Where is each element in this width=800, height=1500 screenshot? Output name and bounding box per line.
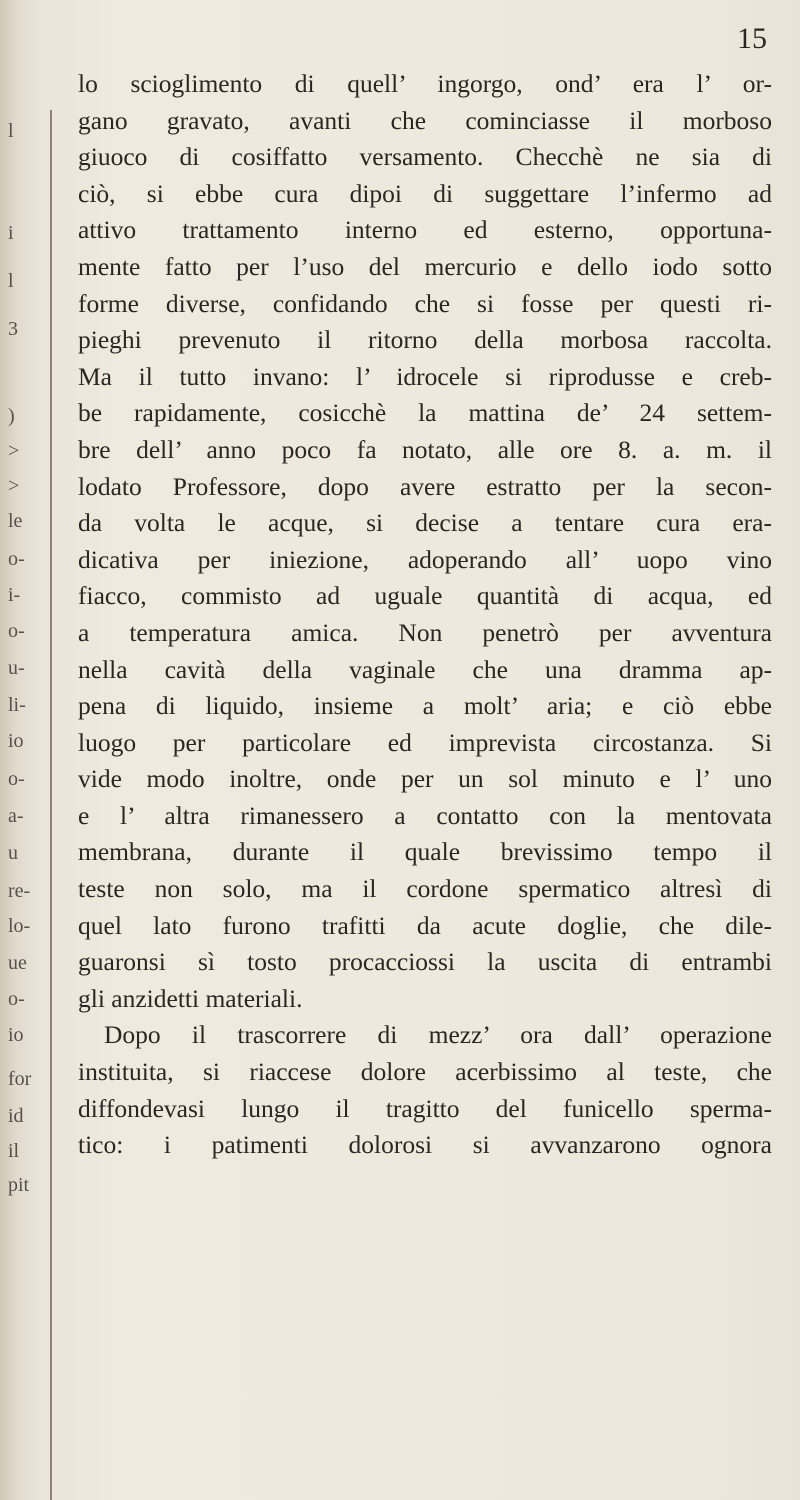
text-line: guaronsi sì tosto procacciossi la uscita di entrambi <box>78 947 772 977</box>
text-line: nella cavità della vaginale che una dramma ap- <box>78 654 772 684</box>
text-line: da volta le acque, si decise a tentare cura era- <box>78 508 772 538</box>
gutter-fragment: u- <box>8 657 25 679</box>
text-line: Ma il tutto invano: l’ idrocele si riprodusse e creb- <box>78 361 772 391</box>
text-line: giuoco di cosiffatto versamento. Checchè ne sia di <box>78 142 772 172</box>
page-number: 15 <box>737 22 767 55</box>
gutter-fragment: i- <box>8 584 21 606</box>
gutter-fragment: id <box>8 1105 24 1127</box>
text-line: membrana, durante il quale brevissimo tempo il <box>78 837 772 867</box>
gutter-fragment: ) <box>8 405 15 427</box>
text-line: luogo per particolare ed imprevista circostanza. Si <box>78 727 772 757</box>
text-line: gano gravato, avanti che cominciasse il morboso <box>78 105 772 135</box>
gutter-fragment: li- <box>8 694 26 716</box>
text-line: e l’ altra rimanessero a contatto con la mentovata <box>78 800 772 830</box>
gutter-fragment: o- <box>8 768 25 790</box>
gutter-fragment: for <box>8 1068 32 1090</box>
text-line: quel lato furono trafitti da acute doglie, che dile- <box>78 910 772 940</box>
text-line-paragraph-start: Dopo il trascorrere di mezz’ ora dall’ operazione <box>104 1020 772 1050</box>
text-line: diffondevasi lungo il tragitto del funicello sperma- <box>78 1093 772 1123</box>
gutter-fragment: o- <box>8 620 25 642</box>
text-line: pieghi prevenuto il ritorno della morbosa raccolta. <box>78 325 772 355</box>
text-line: attivo trattamento interno ed esterno, opportuna- <box>78 215 772 245</box>
gutter-fragment: l <box>8 270 14 292</box>
gutter-fragment: il <box>8 1140 20 1162</box>
text-line: be rapidamente, cosicchè la mattina de’ 24 settem- <box>78 398 772 428</box>
text-line: pena di liquido, insieme a molt’ aria; e ciò ebbe <box>78 691 772 721</box>
gutter-fragment: u <box>8 842 18 864</box>
text-line: forme diverse, confidando che si fosse per questi ri- <box>78 288 772 318</box>
text-line: lo scioglimento di quell’ ingorgo, ond’ era l’ or- <box>78 69 772 98</box>
gutter-fragment: lo- <box>8 915 31 937</box>
text-line: vide modo inoltre, onde per un sol minuto e l’ uno <box>78 764 772 794</box>
text-line: tico: i patimenti dolorosi si avvanzarono ognora <box>78 1130 772 1160</box>
gutter-fragment: a- <box>8 805 24 827</box>
body-text <box>78 66 772 1164</box>
text-line: mente fatto per l’uso del mercurio e dello iodo sotto <box>78 251 772 281</box>
gutter-fragment: 3 <box>8 318 18 340</box>
gutter-fragment: > <box>8 440 20 462</box>
text-line: dicativa per iniezione, adoperando all’ uopo vino <box>78 544 772 574</box>
text-line: a temperatura amica. Non penetrò per avventura <box>78 617 772 647</box>
gutter-fragment: i <box>8 222 14 244</box>
text-line: ciò, si ebbe cura dipoi di suggettare l’infermo ad <box>78 178 772 208</box>
gutter-fragment: l <box>8 120 14 142</box>
gutter-fragment: le <box>8 510 23 532</box>
text-line: gli anzidetti materiali. <box>78 983 303 1013</box>
text-line: lodato Professore, dopo avere estratto per la secon- <box>78 471 772 501</box>
text-line: bre dell’ anno poco fa notato, alle ore 8. a. m. il <box>78 434 772 464</box>
text-line: teste non solo, ma il cordone spermatico altresì di <box>78 874 772 904</box>
gutter-fragment: io <box>8 730 24 752</box>
gutter-fragment: o- <box>8 988 25 1010</box>
gutter-fragment: re- <box>8 880 31 902</box>
gutter-fragment: io <box>8 1024 24 1046</box>
text-line: fiacco, commisto ad uguale quantità di acqua, ed <box>78 581 772 611</box>
text-line: instituita, si riaccese dolore acerbissimo al teste, che <box>78 1057 772 1087</box>
gutter-fragment: > <box>8 475 20 497</box>
gutter-fragment: ue <box>8 952 27 974</box>
gutter-fragment: pit <box>8 1174 30 1196</box>
facing-page-fragments <box>8 100 48 1400</box>
gutter-shadow-line <box>50 110 52 1500</box>
gutter-fragment: o- <box>8 548 25 570</box>
